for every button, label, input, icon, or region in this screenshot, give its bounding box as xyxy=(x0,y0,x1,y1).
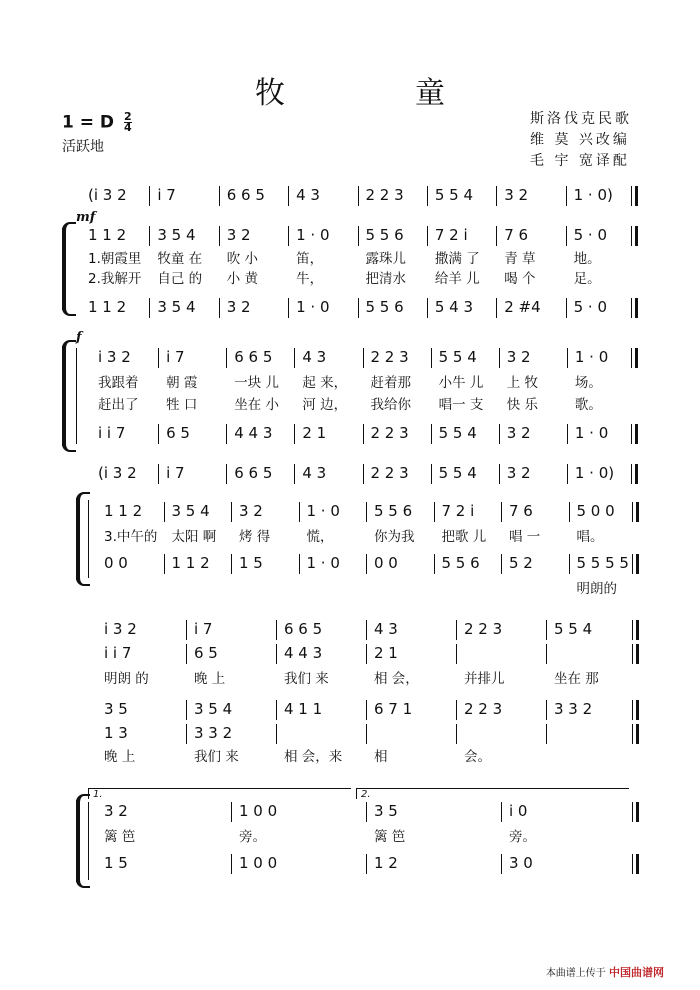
lyric-cell: 晚 上 xyxy=(194,671,226,687)
lyric-cell: 烤 得 xyxy=(239,529,271,545)
measure: 3 5 xyxy=(104,700,128,718)
measure: 6 6 5 xyxy=(284,620,323,638)
barline xyxy=(546,700,547,720)
barline xyxy=(366,644,367,664)
lyric-cell: 我们 来 xyxy=(194,749,239,765)
barline xyxy=(358,226,359,246)
lyric-cell: 撒满 了 xyxy=(434,251,480,267)
lyric-cell: 太阳 啊 xyxy=(171,529,217,545)
measure: 5 · 0 xyxy=(573,226,608,244)
barline xyxy=(434,554,435,574)
measure: 4 4 3 xyxy=(284,644,323,662)
system-6-lyric-row xyxy=(96,746,636,768)
lyric-cell: 旁。 xyxy=(509,829,536,845)
measure: 6 6 5 xyxy=(226,186,265,204)
barline xyxy=(294,424,295,444)
system-brace-1 xyxy=(62,228,66,310)
song-title xyxy=(0,68,700,112)
final-barline xyxy=(632,554,633,574)
lyric-cell: 晚 上 xyxy=(104,749,136,765)
lyric-cell: 吹 小 xyxy=(226,251,259,267)
barline xyxy=(366,554,367,574)
measure: 3 2 xyxy=(504,186,529,204)
final-barline xyxy=(631,464,632,484)
lyric-cell: 露珠儿 xyxy=(365,251,406,267)
barline xyxy=(149,226,150,246)
final-barline xyxy=(632,854,633,874)
lyric-cell: 坐在 小 xyxy=(234,397,280,413)
barline xyxy=(567,424,568,444)
measure: 3 2 xyxy=(506,348,531,366)
footer-text: 本曲谱上传于 xyxy=(545,968,606,979)
system-brace-3 xyxy=(76,498,80,580)
barline xyxy=(276,644,277,664)
measure: i 7 xyxy=(194,620,213,638)
lyric-cell: 把歌 儿 xyxy=(441,529,487,545)
final-barline xyxy=(632,724,633,744)
lyric-cell: 足。 xyxy=(573,271,601,287)
barline xyxy=(501,502,502,522)
barline xyxy=(288,298,289,318)
volta-second: 2. xyxy=(356,788,629,799)
meter-bottom: 4 xyxy=(123,121,132,134)
system-6-note-row xyxy=(96,698,636,720)
measure: 4 1 1 xyxy=(284,700,323,718)
lyric-cell: 唱一 支 xyxy=(438,397,484,413)
lyric-cell: 给羊 儿 xyxy=(434,271,480,287)
title-char-1: 牧 xyxy=(255,76,285,111)
final-barline xyxy=(632,502,633,522)
barline xyxy=(226,348,227,368)
measure: 7 6 xyxy=(504,226,529,244)
measure: i 7 xyxy=(157,186,176,204)
system-5-note-row xyxy=(96,552,636,574)
measure: 1 · 0 xyxy=(306,554,340,572)
measure: 2 2 3 xyxy=(370,424,409,442)
lyric-cell: 青 草 xyxy=(504,251,536,267)
measure: 1 5 xyxy=(104,854,128,872)
barline xyxy=(294,348,295,368)
footer-brand: 中国曲谱网 xyxy=(609,966,664,979)
measure: 1 · 0) xyxy=(574,464,615,482)
barline xyxy=(164,554,165,574)
barline xyxy=(231,554,232,574)
lyric-cell: 明朗的 xyxy=(576,581,617,597)
system-7-note-row xyxy=(96,852,636,874)
barline xyxy=(431,348,432,368)
barline xyxy=(158,348,159,368)
measure: (i 3 2 xyxy=(88,186,127,204)
measure: 2 1 xyxy=(302,424,327,442)
lyric-cell: 起 来， xyxy=(302,375,348,391)
system-5-note-row xyxy=(96,500,636,522)
barline xyxy=(456,644,457,664)
barline xyxy=(427,186,428,206)
measure: 1 1 2 xyxy=(104,502,143,520)
barline xyxy=(431,464,432,484)
measure: 1 0 0 xyxy=(239,802,278,820)
barline xyxy=(276,700,277,720)
barline xyxy=(456,620,457,640)
measure: 3 3 2 xyxy=(194,724,233,742)
barline xyxy=(569,554,570,574)
lyric-cell: 我给你 xyxy=(370,397,411,413)
key-label: 1 = D xyxy=(62,112,115,133)
barline xyxy=(231,854,232,874)
measure: 5 5 6 xyxy=(374,502,413,520)
volta-first: 1. xyxy=(88,788,351,799)
barline xyxy=(299,554,300,574)
measure: 1 5 xyxy=(239,554,263,572)
measure: i 7 xyxy=(166,464,185,482)
measure: 5 5 4 xyxy=(438,424,477,442)
barline xyxy=(456,700,457,720)
measure: 1 1 2 xyxy=(88,226,127,244)
footer xyxy=(546,964,664,980)
final-barline xyxy=(632,802,633,822)
system-6-note-row xyxy=(96,618,636,640)
barline xyxy=(186,700,187,720)
lyric-cell: 笛， xyxy=(296,251,324,267)
measure: 2 2 3 xyxy=(365,186,404,204)
barline xyxy=(499,464,500,484)
measure: 6 6 5 xyxy=(234,464,273,482)
measure: 3 5 4 xyxy=(194,700,233,718)
tempo-marking: 活跃地 xyxy=(62,139,104,155)
lyric-cell: 上 牧 xyxy=(506,375,539,391)
final-barline xyxy=(631,226,632,246)
measure: 5 5 5 5 xyxy=(576,554,629,572)
measure: 0 0 xyxy=(104,554,128,572)
measure: 3 0 xyxy=(509,854,533,872)
barline xyxy=(299,502,300,522)
measure: 2 2 3 xyxy=(464,620,503,638)
lyric-cell: 2.我解开 xyxy=(88,271,142,287)
lyric-cell: 旁。 xyxy=(239,829,266,845)
measure: 1 1 2 xyxy=(171,554,210,572)
lyric-cell: 歌。 xyxy=(574,397,602,413)
barline xyxy=(499,348,500,368)
system-2-note-row xyxy=(80,224,635,246)
lyric-cell: 慌， xyxy=(306,529,334,545)
barline xyxy=(366,724,367,744)
barline xyxy=(366,620,367,640)
system-2-lyric-row xyxy=(80,248,635,270)
measure: 1 · 0) xyxy=(573,186,613,204)
measure: 3 5 xyxy=(374,802,398,820)
lyric-cell: 牲 口 xyxy=(166,397,198,413)
measure: 1 3 xyxy=(104,724,128,742)
barline xyxy=(158,464,159,484)
lyric-cell: 篱 笆 xyxy=(104,829,136,845)
barline xyxy=(366,502,367,522)
measure: 1 0 0 xyxy=(239,854,278,872)
barline xyxy=(288,226,289,246)
barline xyxy=(366,802,367,822)
final-barline xyxy=(632,644,633,664)
lyric-cell: 小 黄 xyxy=(226,271,259,287)
barline xyxy=(226,424,227,444)
barline xyxy=(219,226,220,246)
system-3-lyric-row xyxy=(90,372,635,394)
inner-staff-line-2 xyxy=(76,348,77,444)
system-3-note-row xyxy=(90,422,635,444)
barline xyxy=(546,644,547,664)
barline xyxy=(186,620,187,640)
system-5-lyric-row xyxy=(96,578,636,600)
measure: 3 2 xyxy=(506,464,531,482)
measure: 6 7 1 xyxy=(374,700,413,718)
barline xyxy=(501,854,502,874)
dynamic-f: f xyxy=(76,330,82,345)
measure: 4 3 xyxy=(302,464,327,482)
barline xyxy=(186,644,187,664)
barline xyxy=(149,298,150,318)
measure: 3 2 xyxy=(226,226,251,244)
barline xyxy=(566,226,567,246)
lyric-cell: 坐在 那 xyxy=(554,671,599,687)
system-4-note-row xyxy=(90,462,635,484)
barline xyxy=(276,724,277,744)
barline xyxy=(149,186,150,206)
system-brace-2 xyxy=(62,346,66,446)
lyric-cell: 你为我 xyxy=(374,529,415,545)
measure: 5 5 6 xyxy=(441,554,480,572)
measure: 2 1 xyxy=(374,644,398,662)
measure: 5 5 4 xyxy=(438,348,477,366)
system-6-lyric-row xyxy=(96,668,636,690)
barline xyxy=(358,298,359,318)
meter-top: 2 xyxy=(123,110,132,123)
final-barline xyxy=(631,298,632,318)
lyric-cell: 篱 笆 xyxy=(374,829,406,845)
lyric-cell: 我跟着 xyxy=(98,375,139,391)
barline xyxy=(567,464,568,484)
measure: 5 0 0 xyxy=(576,502,615,520)
lyric-cell: 明朗 的 xyxy=(104,671,149,687)
measure: 1 · 0 xyxy=(574,424,609,442)
barline xyxy=(219,186,220,206)
barline xyxy=(496,186,497,206)
measure: 5 4 3 xyxy=(434,298,474,316)
barline xyxy=(501,554,502,574)
barline xyxy=(434,502,435,522)
measure: 4 3 xyxy=(296,186,320,204)
barline xyxy=(158,424,159,444)
measure: 1 · 0 xyxy=(574,348,609,366)
barline xyxy=(456,724,457,744)
measure: i 3 2 xyxy=(104,620,137,638)
measure: 2 2 3 xyxy=(370,464,409,482)
measure: 4 3 xyxy=(302,348,327,366)
lyric-cell: 相 xyxy=(374,749,388,765)
barline xyxy=(363,424,364,444)
measure: 1 · 0 xyxy=(296,226,330,244)
lyric-cell: 地。 xyxy=(573,251,601,267)
barline xyxy=(499,424,500,444)
system-7-lyric-row xyxy=(96,826,636,848)
final-barline xyxy=(631,186,632,206)
credit-line-1: 斯洛伐克民歌 xyxy=(530,111,632,127)
measure: 0 0 xyxy=(374,554,398,572)
barline xyxy=(294,464,295,484)
measure: 4 3 xyxy=(374,620,398,638)
lyric-cell: 自己 的 xyxy=(157,271,203,287)
lyric-cell: 1.朝霞里 xyxy=(88,251,142,267)
barline xyxy=(431,424,432,444)
barline xyxy=(276,620,277,640)
measure: 1 · 0 xyxy=(296,298,330,316)
measure: 3 2 xyxy=(226,298,251,316)
lyric-cell: 小牛 儿 xyxy=(438,375,484,391)
inner-staff-line-3 xyxy=(88,500,89,578)
measure: 1 2 xyxy=(374,854,398,872)
barline xyxy=(567,348,568,368)
barline xyxy=(363,464,364,484)
measure: i i 7 xyxy=(98,424,126,442)
barline xyxy=(566,186,567,206)
measure: 7 6 xyxy=(509,502,533,520)
measure: 2 2 3 xyxy=(464,700,503,718)
measure: 3 2 xyxy=(239,502,263,520)
final-barline xyxy=(631,348,632,368)
lyric-cell: 一块 儿 xyxy=(234,375,280,391)
measure: 6 6 5 xyxy=(234,348,273,366)
lyric-cell: 牛， xyxy=(296,271,324,287)
barline xyxy=(496,226,497,246)
key-signature xyxy=(62,112,132,133)
barline xyxy=(546,620,547,640)
lyric-cell: 3.中午的 xyxy=(104,529,158,545)
measure: 5 5 6 xyxy=(365,298,404,316)
barline xyxy=(358,186,359,206)
system-1-note-row xyxy=(80,184,635,206)
barline xyxy=(231,802,232,822)
system-2-lyric-row xyxy=(80,268,635,290)
measure: 1 · 0 xyxy=(306,502,340,520)
dynamic-mf: mf xyxy=(76,210,96,225)
measure: 5 5 4 xyxy=(438,464,477,482)
measure: i 0 xyxy=(509,802,528,820)
barline xyxy=(288,186,289,206)
final-barline xyxy=(631,424,632,444)
system-6-note-row xyxy=(96,642,636,664)
lyric-cell: 喝 个 xyxy=(504,271,536,287)
system-5-lyric-row xyxy=(96,526,636,548)
lyric-cell: 并排儿 xyxy=(464,671,505,687)
lyric-cell: 快 乐 xyxy=(506,397,539,413)
barline xyxy=(231,502,232,522)
barline xyxy=(366,854,367,874)
barline xyxy=(186,724,187,744)
barline xyxy=(427,298,428,318)
measure: 6 5 xyxy=(166,424,190,442)
measure: 4 4 3 xyxy=(234,424,273,442)
lyric-cell: 河 边， xyxy=(302,397,348,413)
measure: 1 1 2 xyxy=(88,298,127,316)
measure: 3 3 2 xyxy=(554,700,593,718)
system-3-lyric-row xyxy=(90,394,635,416)
title-char-2: 童 xyxy=(415,76,445,111)
barline xyxy=(566,298,567,318)
measure: 5 2 xyxy=(509,554,533,572)
measure: 5 5 4 xyxy=(554,620,593,638)
system-brace-4 xyxy=(76,800,80,882)
measure: 5 5 4 xyxy=(434,186,474,204)
barline xyxy=(219,298,220,318)
barline xyxy=(226,464,227,484)
lyric-cell: 唱。 xyxy=(576,529,604,545)
lyric-cell: 把清水 xyxy=(365,271,406,287)
measure: 5 · 0 xyxy=(573,298,608,316)
credit-line-3: 毛 宇 宽译配 xyxy=(530,153,630,169)
barline xyxy=(546,724,547,744)
barline xyxy=(427,226,428,246)
lyric-cell: 场。 xyxy=(574,375,602,391)
measure: 2 2 3 xyxy=(370,348,409,366)
system-3-note-row xyxy=(90,346,635,368)
barline xyxy=(569,502,570,522)
lyric-cell: 唱 一 xyxy=(509,529,541,545)
barline xyxy=(496,298,497,318)
measure: 3 5 4 xyxy=(171,502,210,520)
measure: 5 5 6 xyxy=(365,226,404,244)
measure: 7 2 i xyxy=(441,502,475,520)
barline xyxy=(501,802,502,822)
lyric-cell: 朝 霞 xyxy=(166,375,198,391)
system-6-note-row xyxy=(96,722,636,744)
barline xyxy=(164,502,165,522)
final-barline xyxy=(632,700,633,720)
lyric-cell: 会。 xyxy=(464,749,491,765)
inner-staff-line-4 xyxy=(88,802,89,880)
lyric-cell: 牧童 在 xyxy=(157,251,203,267)
lyric-cell: 赶出了 xyxy=(98,397,139,413)
measure: 7 2 i xyxy=(434,226,468,244)
measure: 3 2 xyxy=(506,424,531,442)
system-7-note-row xyxy=(96,800,636,822)
measure: 6 5 xyxy=(194,644,218,662)
lyric-cell: 我们 来 xyxy=(284,671,329,687)
credit-line-2: 维 莫 兴改编 xyxy=(530,132,630,148)
measure: i 3 2 xyxy=(98,348,131,366)
measure: i 7 xyxy=(166,348,185,366)
measure: (i 3 2 xyxy=(98,464,137,482)
lyric-cell: 相 会，来 xyxy=(284,749,343,765)
measure: 3 5 4 xyxy=(157,226,196,244)
measure: 2 #4 xyxy=(504,298,541,316)
system-2-note-row xyxy=(80,296,635,318)
barline xyxy=(366,700,367,720)
barline xyxy=(363,348,364,368)
measure: i i 7 xyxy=(104,644,132,662)
lyric-cell: 相 会， xyxy=(374,671,419,687)
measure: 3 5 4 xyxy=(157,298,196,316)
measure: 3 2 xyxy=(104,802,128,820)
final-barline xyxy=(632,620,633,640)
lyric-cell: 赶着那 xyxy=(370,375,411,391)
time-signature xyxy=(124,112,132,133)
